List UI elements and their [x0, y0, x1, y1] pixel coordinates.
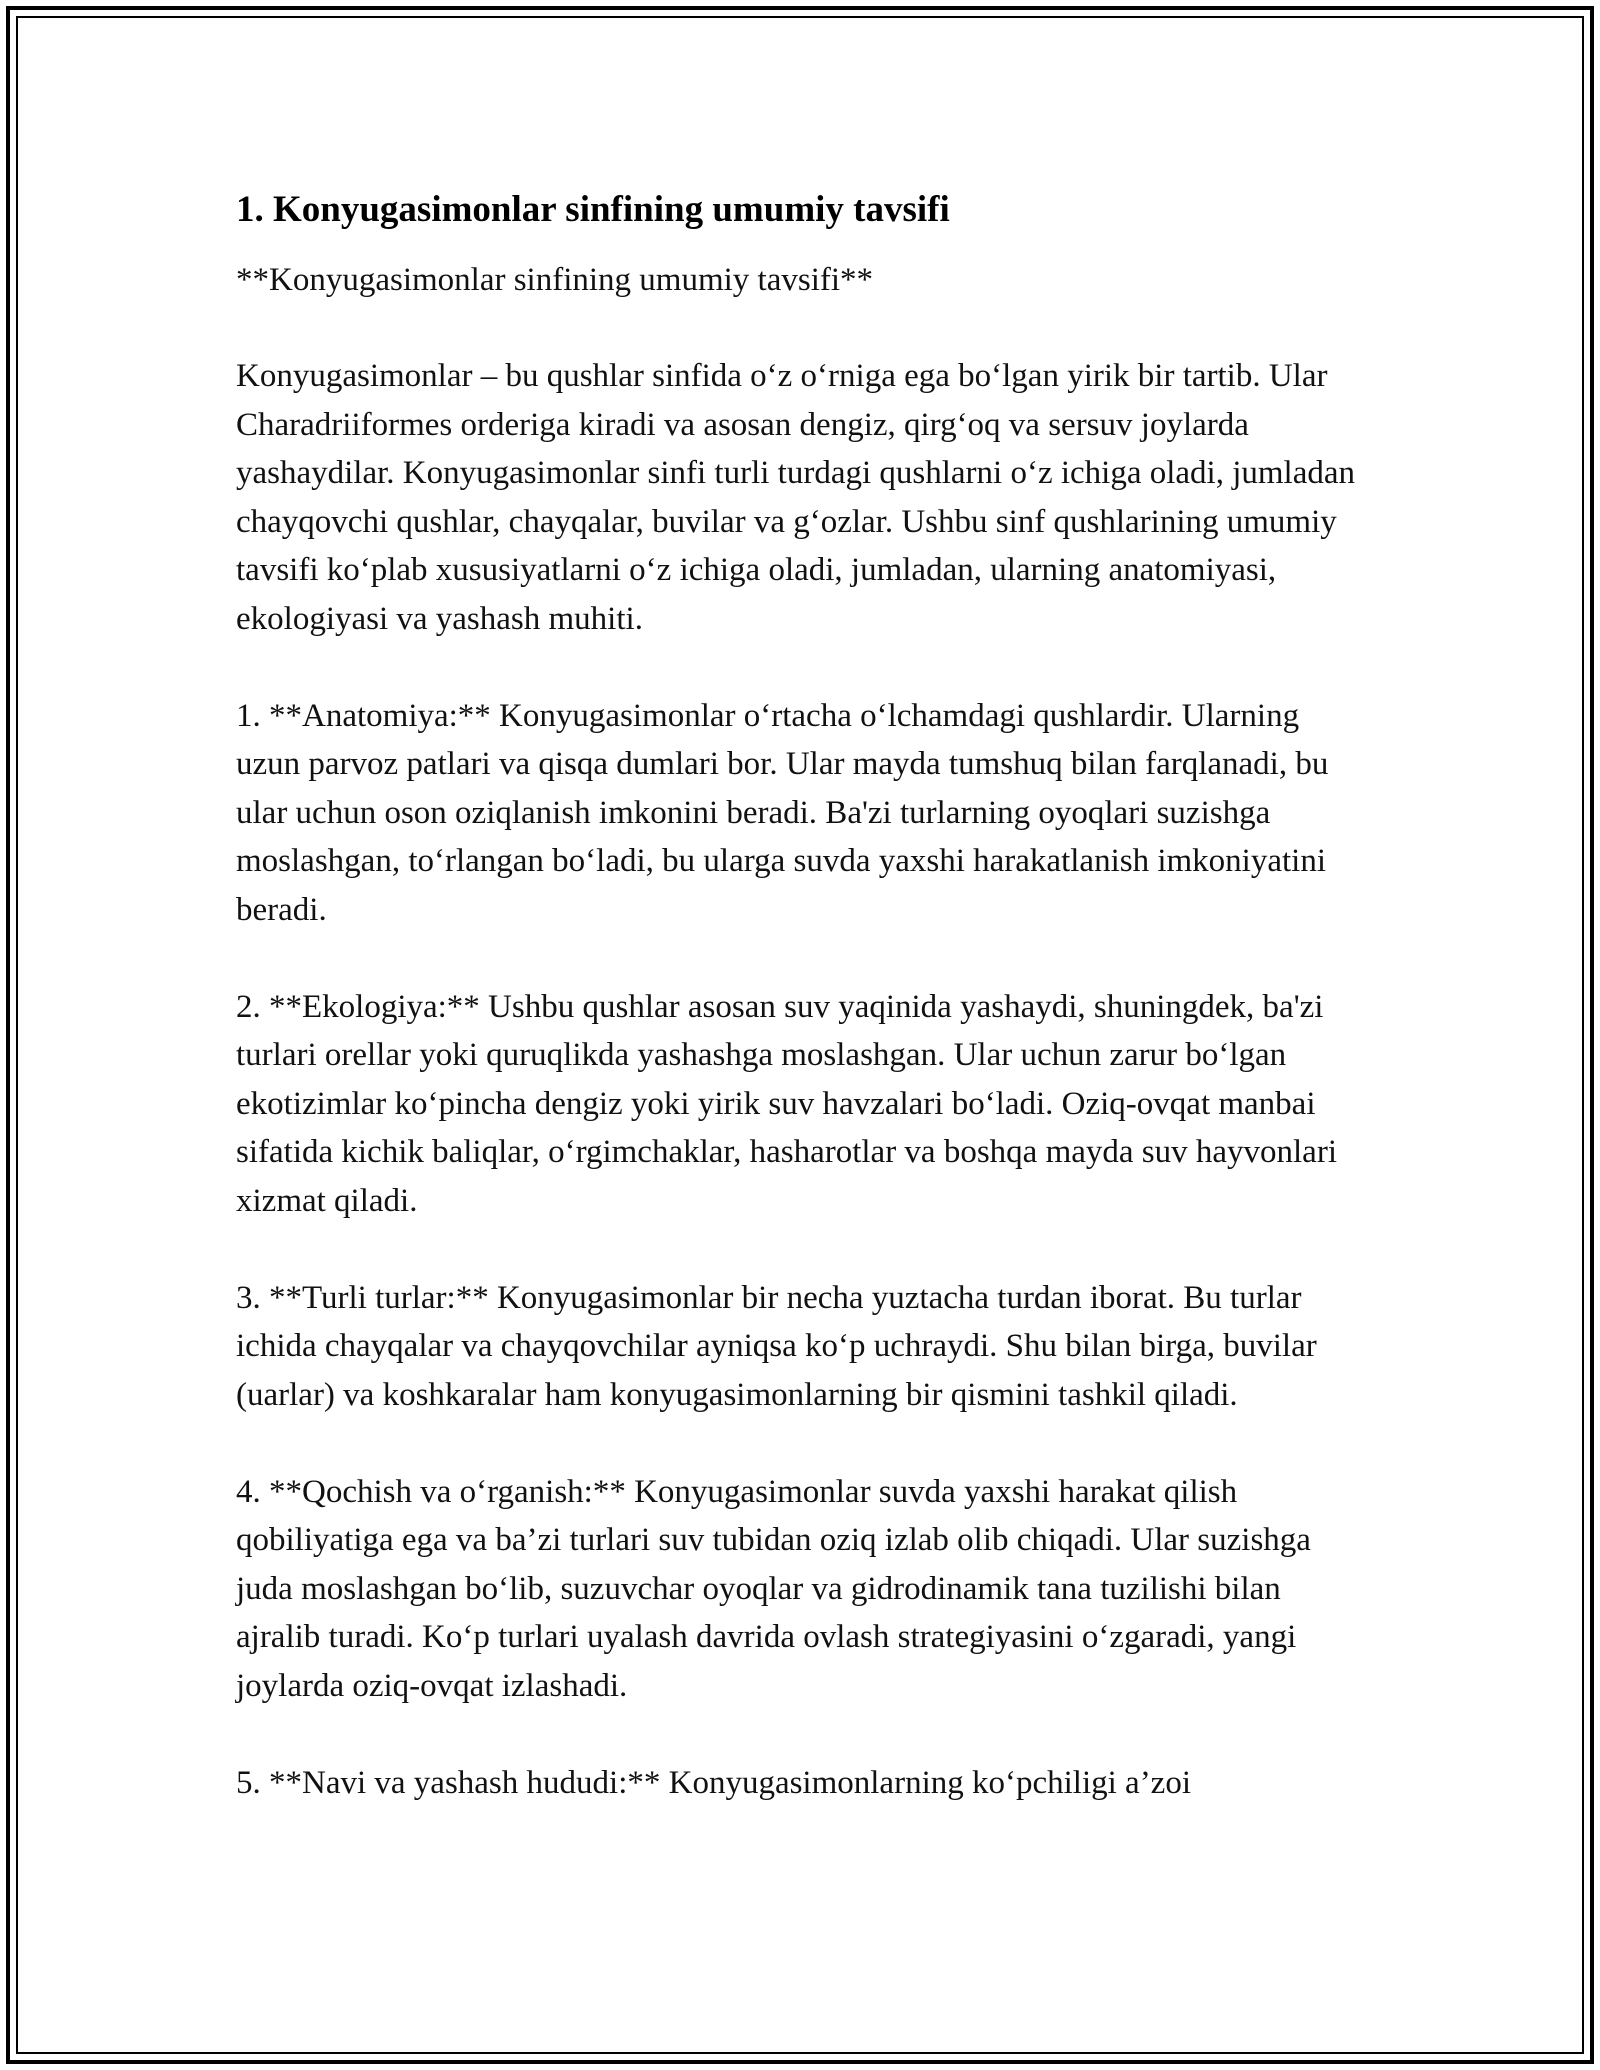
intro-paragraph: Konyugasimonlar – bu qushlar sinfida o‘z o‘rniga ega bo‘lgan yirik bir tartib. Ular Charadriiformes orderiga kiradi va asosan dengiz, qirg‘oq va sersuv joylarda yashaydilar. Konyugasimonlar sinfi turli turdagi qushlarni o‘z ichiga oladi, jumladan chayqovchi qushlar, chayqalar, buvilar va g‘ozlar. Ushbu sinf qushlarining umumiy tavsifi ko‘plab xususiyatlarni o‘z ichiga oladi, jumladan, ularning anatomiyasi, ekologiyasi va yashash muhiti. [236, 358, 1356, 637]
document-body [236, 184, 1370, 1807]
species-paragraph: 3. **Turli turlar:** Konyugasimonlar bir necha yuztacha turdan iborat. Bu turlar ichida chayqalar va chayqovchilar ayniqsa ko‘p uchraydi. Shu bilan birga, buvilar (uarlar) va koshkaralar ham konyugasimonlarning bir qismini tashkil qiladi. [236, 1279, 1317, 1413]
anatomy-paragraph: 1. **Anatomiya:** Konyugasimonlar o‘rtacha o‘lchamdagi qushlardir. Ularning uzun parvoz patlari va qisqa dumlari bor. Ular mayda tumshuq bilan farqlanadi, bu ular uchun oson oziqlanish imkonini beradi. Ba'zi turlarning oyoqlari suzishga moslashgan, to‘rlangan bo‘ladi, bu ularga suvda yaxshi harakatlanish imkoniyatini beradi. [236, 697, 1329, 928]
ecology-paragraph: 2. **Ekologiya:** Ushbu qushlar asosan suv yaqinida yashaydi, shuningdek, ba'zi turlari orellar yoki quruqlikda yashashga moslashgan. Ular uchun zarur bo‘lgan ekotizimlar ko‘pincha dengiz yoki yirik suv havzalari bo‘ladi. Oziq-ovqat manbai sifatida kichik baliqlar, o‘rgimchaklar, hasharotlar va boshqa mayda suv hayvonlari xizmat qiladi. [236, 988, 1337, 1219]
document-heading: 1. Konyugasimonlar sinfining umumiy tavsifi [236, 189, 950, 230]
document-subtitle: **Konyugasimonlar sinfining umumiy tavsifi** [236, 262, 874, 298]
habitat-paragraph: 5. **Navi va yashash hududi:** Konyugasimonlarning ko‘pchiligi a’zoi [236, 1764, 1192, 1801]
behavior-paragraph: 4. **Qochish va o‘rganish:** Konyugasimonlar suvda yaxshi harakat qilish qobiliyatiga ega va ba’zi turlari suv tubidan oziq izlab olib chiqadi. Ular suzishga juda moslashgan bo‘lib, suzuvchar oyoqlar va gidrodinamik tana tuzilishi bilan ajralib turadi. Ko‘p turlari uyalash davrida ovlash strategiyasini o‘zgaradi, yangi joylarda oziq-ovqat izlashadi. [236, 1473, 1311, 1704]
